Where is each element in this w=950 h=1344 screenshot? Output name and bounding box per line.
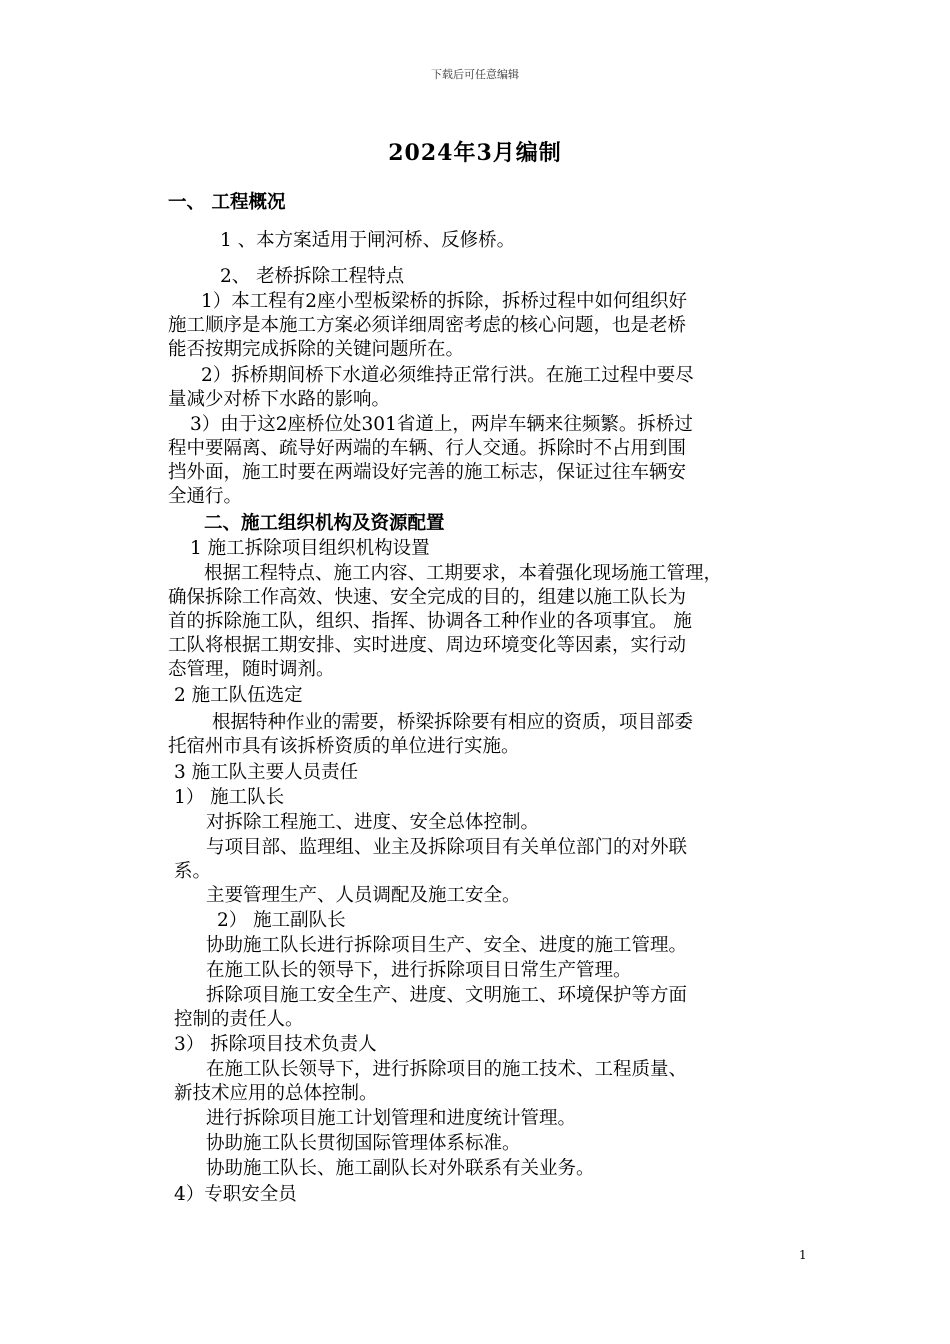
text-line: 进行拆除项目施工计划管理和进度统计管理。 bbox=[206, 1108, 577, 1129]
text-line: 3） 拆除项目技术负责人 bbox=[174, 1034, 377, 1055]
text-line: 根据特种作业的需要，桥梁拆除要有相应的资质，项目部委 bbox=[212, 712, 694, 733]
text-line: 量减少对桥下水路的影响。 bbox=[168, 389, 391, 410]
text-line: 根据工程特点、施工内容、工期要求，本着强化现场施工管理， bbox=[204, 563, 723, 584]
text-line: 确保拆除工作高效、快速、安全完成的目的，组建以施工队长为 bbox=[168, 587, 687, 608]
text-line: 挡外面，施工时要在两端设好完善的施工标志，保证过往车辆安 bbox=[168, 462, 687, 483]
section-heading: 一、 工程概况 bbox=[168, 192, 286, 213]
text-line: 工队将根据工期安排、实时进度、周边环境变化等因素，实行动 bbox=[168, 635, 687, 656]
text-line: 程中要隔离、疏导好两端的车辆、行人交通。拆除时不占用到围 bbox=[168, 438, 687, 459]
text-line: 4）专职安全员 bbox=[174, 1184, 297, 1205]
text-line: 在施工队长的领导下，进行拆除项目日常生产管理。 bbox=[206, 960, 632, 981]
text-line: 2 施工队伍选定 bbox=[174, 685, 303, 706]
text-line: 1） 施工队长 bbox=[174, 787, 285, 808]
text-line: 与项目部、监理组、业主及拆除项目有关单位部门的对外联 bbox=[206, 837, 688, 858]
text-line: 1 施工拆除项目组织机构设置 bbox=[190, 538, 430, 559]
text-line: 2、 老桥拆除工程特点 bbox=[220, 266, 405, 287]
text-line: 2） 施工副队长 bbox=[217, 910, 346, 931]
text-line: 协助施工队长贯彻国际管理体系标准。 bbox=[206, 1133, 521, 1154]
text-line: 新技术应用的总体控制。 bbox=[174, 1083, 378, 1104]
page-number: 1 bbox=[799, 1248, 807, 1262]
text-line: 1 、本方案适用于闸河桥、反修桥。 bbox=[220, 230, 516, 251]
section-heading: 二、施工组织机构及资源配置 bbox=[204, 513, 445, 534]
document-title: 2024年3月编制 bbox=[388, 140, 562, 166]
text-line: 施工顺序是本施工方案必须详细周密考虑的核心问题，也是老桥 bbox=[168, 315, 687, 336]
text-line: 2）拆桥期间桥下水道必须维持正常行洪。在施工过程中要尽 bbox=[201, 365, 694, 386]
text-line: 协助施工队长、施工副队长对外联系有关业务。 bbox=[206, 1158, 595, 1179]
text-line: 能否按期完成拆除的关键问题所在。 bbox=[168, 339, 465, 360]
text-line: 控制的责任人。 bbox=[174, 1009, 304, 1030]
text-line: 3 施工队主要人员责任 bbox=[174, 762, 359, 783]
text-line: 1）本工程有2座小型板梁桥的拆除，拆桥过程中如何组织好 bbox=[201, 291, 688, 312]
text-line: 全通行。 bbox=[168, 486, 243, 507]
text-line: 态管理，随时调剂。 bbox=[168, 659, 335, 680]
text-line: 拆除项目施工安全生产、进度、文明施工、环境保护等方面 bbox=[206, 985, 688, 1006]
text-line: 托宿州市具有该拆桥资质的单位进行实施。 bbox=[168, 736, 520, 757]
text-line: 3）由于这2座桥位处301省道上，两岸车辆来往频繁。拆桥过 bbox=[190, 414, 693, 435]
text-line: 对拆除工程施工、进度、安全总体控制。 bbox=[206, 812, 540, 833]
text-line: 在施工队长领导下，进行拆除项目的施工技术、工程质量、 bbox=[206, 1059, 688, 1080]
text-line: 主要管理生产、人员调配及施工安全。 bbox=[206, 885, 521, 906]
page-header: 下载后可任意编辑 bbox=[431, 68, 519, 81]
text-line: 系。 bbox=[174, 861, 212, 882]
text-line: 协助施工队长进行拆除项目生产、安全、进度的施工管理。 bbox=[206, 935, 688, 956]
text-line: 首的拆除施工队，组织、指挥、协调各工种作业的各项事宜。 施 bbox=[168, 611, 692, 632]
